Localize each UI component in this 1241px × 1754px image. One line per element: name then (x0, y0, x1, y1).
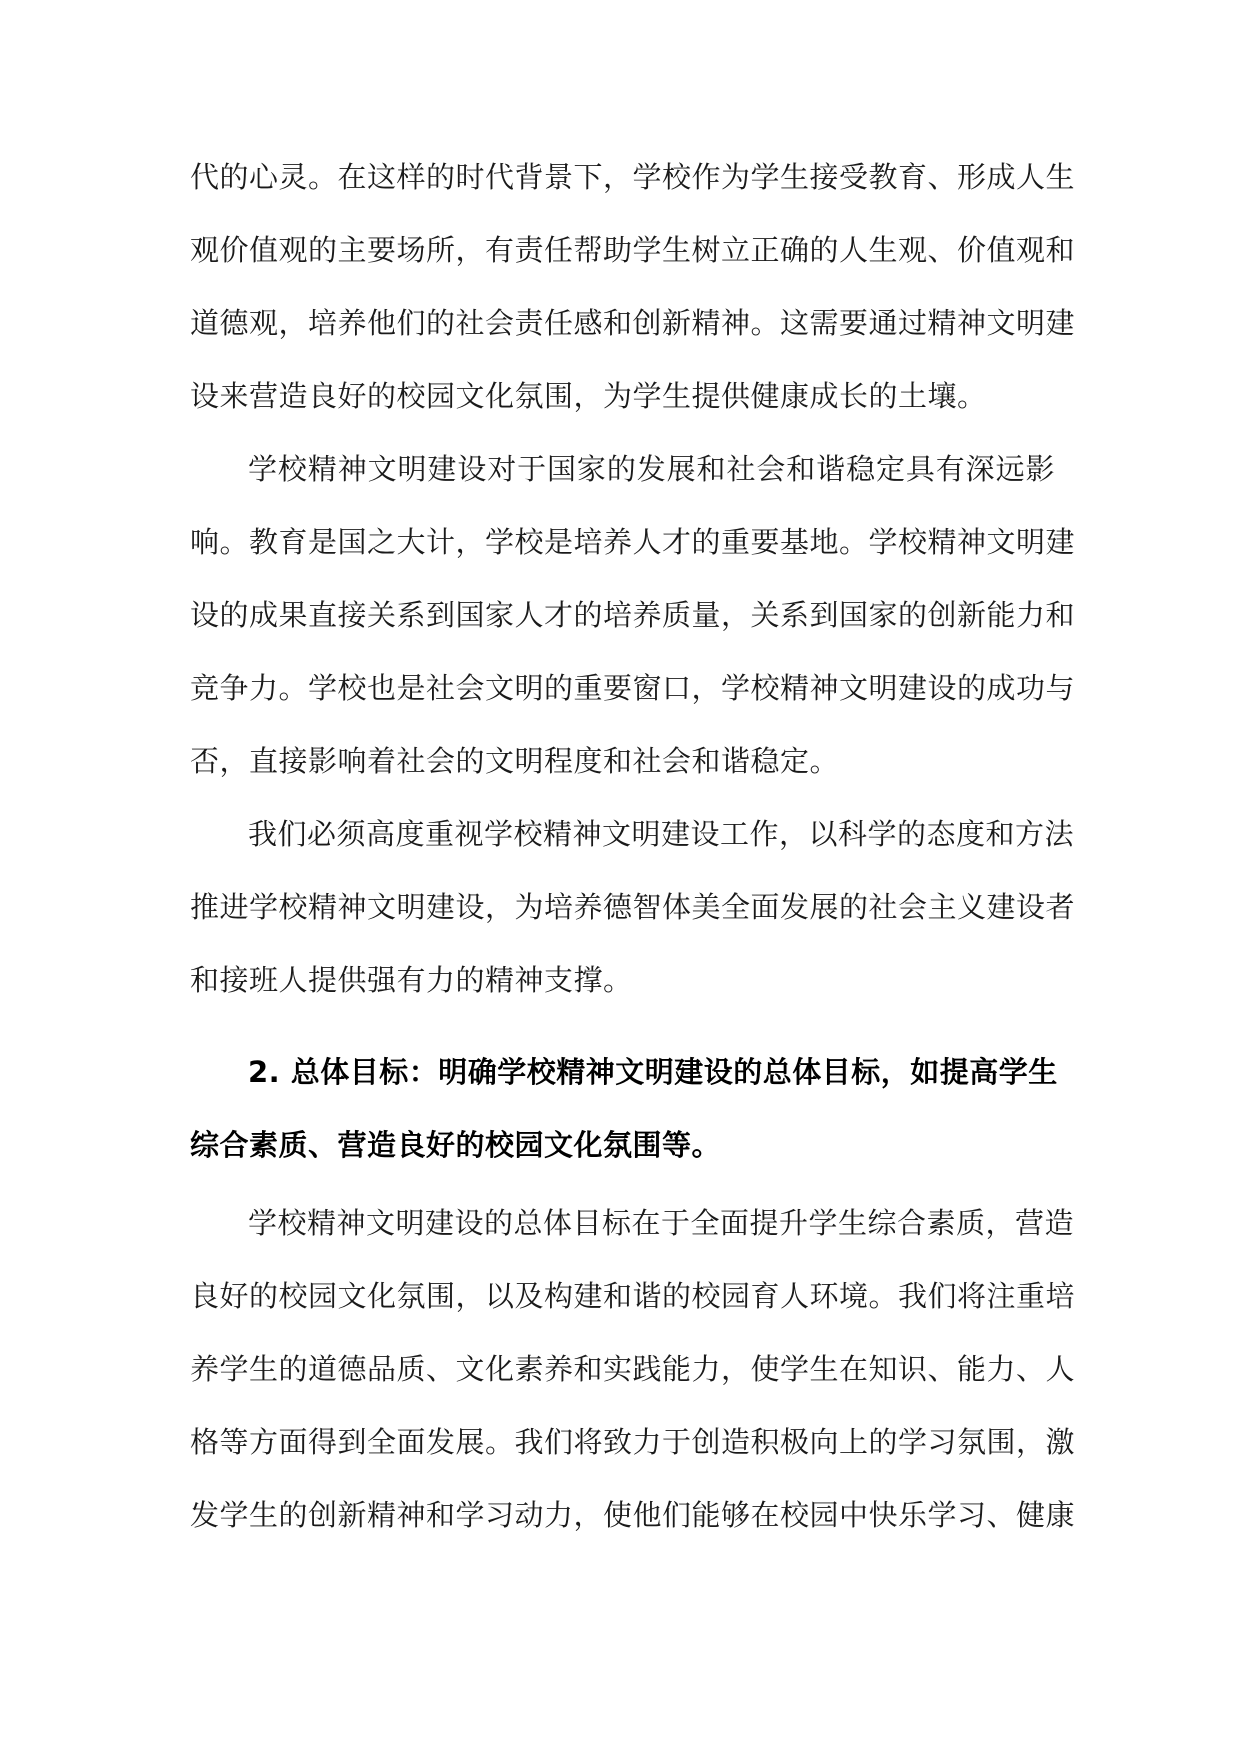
text-line: 学校精神文明建设对于国家的发展和社会和谐稳定具有深远影 (248, 452, 1055, 486)
paragraph-overall-goal (190, 1187, 1076, 1552)
heading-line: 综合素质、营造良好的校园文化氛围等。 (190, 1128, 722, 1162)
paragraph-continuation (190, 141, 1076, 433)
paragraph-conclusion (190, 798, 1076, 1017)
text-line: 设来营造良好的校园文化氛围，为学生提供健康成长的土壤。 (190, 379, 987, 413)
section-spacer (190, 1017, 1055, 1036)
heading-line: 2. 总体目标：明确学校精神文明建设的总体目标，如提高学生 (248, 1055, 1058, 1089)
paragraph-significance (190, 433, 1076, 798)
text-line: 竞争力。学校也是社会文明的重要窗口，学校精神文明建设的成功与 (190, 671, 1076, 705)
text-line: 我们必须高度重视学校精神文明建设工作，以科学的态度和方法 (248, 817, 1075, 851)
text-line: 观价值观的主要场所，有责任帮助学生树立正确的人生观、价值观和 (190, 233, 1076, 267)
section-heading (190, 1036, 1058, 1182)
text-line: 发学生的创新精神和学习动力，使他们能够在校园中快乐学习、健康 (190, 1498, 1076, 1532)
text-line: 道德观，培养他们的社会责任感和创新精神。这需要通过精神文明建 (190, 306, 1076, 340)
text-line: 代的心灵。在这样的时代背景下，学校作为学生接受教育、形成人生 (190, 160, 1076, 194)
text-line: 推进学校精神文明建设，为培养德智体美全面发展的社会主义建设者 (190, 890, 1076, 924)
text-line: 设的成果直接关系到国家人才的培养质量，关系到国家的创新能力和 (190, 598, 1076, 632)
text-line: 养学生的道德品质、文化素养和实践能力，使学生在知识、能力、人 (190, 1352, 1076, 1386)
document-page (190, 141, 1076, 1552)
text-line: 响。教育是国之大计，学校是培养人才的重要基地。学校精神文明建 (190, 525, 1076, 559)
text-line: 否，直接影响着社会的文明程度和社会和谐稳定。 (190, 744, 840, 778)
text-line: 良好的校园文化氛围，以及构建和谐的校园育人环境。我们将注重培 (190, 1279, 1076, 1313)
text-line: 和接班人提供强有力的精神支撑。 (190, 963, 633, 997)
text-line: 格等方面得到全面发展。我们将致力于创造积极向上的学习氛围，激 (190, 1425, 1076, 1459)
text-line: 学校精神文明建设的总体目标在于全面提升学生综合素质，营造 (248, 1206, 1075, 1240)
